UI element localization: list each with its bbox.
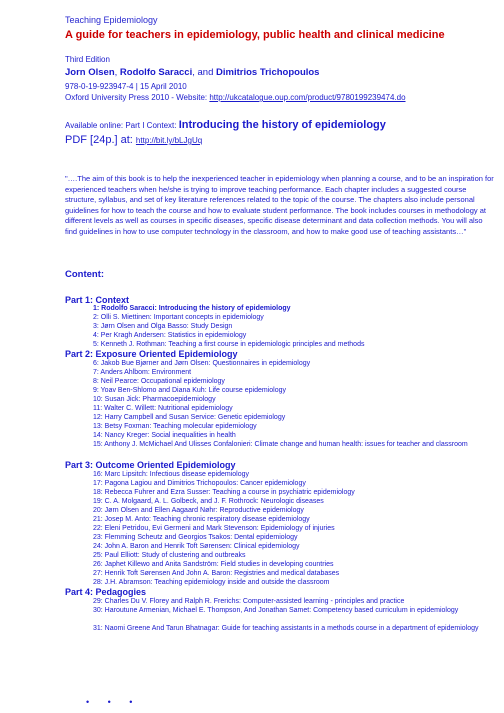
chapter-item: 3: Jørn Olsen and Olga Basso: Study Design <box>93 323 233 330</box>
chapter-item: 28: J.H. Abramson: Teaching epidemiology inside and outside the classroom <box>93 579 330 586</box>
chapter-item: 19: C. A. Molgaard, A. L. Golbeck, and J. F. Rothrock: Neurologic diseases <box>93 498 324 505</box>
chapter-item: 4: Per Kragh Andersen: Statistics in epidemiology <box>93 332 247 339</box>
chapter-item: 12: Harry Campbell and Susan Service: Genetic epidemiology <box>93 414 286 421</box>
chapter-item: 22: Eleni Petridou, Evi Germeni and Mark Stevenson: Epidemiology of injuries <box>93 525 335 532</box>
chapter-item: 25: Paul Elliott: Study of clustering and outbreaks <box>93 552 246 559</box>
online-title: Introducing the history of epidemiology <box>178 119 386 131</box>
chapter-item: 2: Olli S. Miettinen: Important concepts in epidemiology <box>93 314 264 321</box>
part-heading: Part 4: Pedagogies <box>65 587 147 597</box>
author-separator: , <box>114 67 120 78</box>
pdf-prefix: PDF [24p.] at: <box>65 134 136 146</box>
chapter-item: 5: Kenneth J. Rothman: Teaching a first course in epidemiologic principles and methods <box>93 341 365 348</box>
chapter-item: 1: Rodolfo Saracci: Introducing the history of epidemiology <box>93 305 291 312</box>
contents-heading: Content: <box>65 269 105 280</box>
chapter-item: 10: Susan Jick: Pharmacoepidemiology <box>93 396 216 403</box>
chapter-item: 13: Betsy Foxman: Teaching molecular epidemiology <box>93 423 257 430</box>
part-heading: Part 2: Exposure Oriented Epidemiology <box>65 349 238 359</box>
chapter-item: 18: Rebecca Fuhrer and Ezra Susser: Teaching a course in psychiatric epidemiology <box>93 489 355 496</box>
online-prefix: Available online: Part I Context: <box>65 121 179 130</box>
chapter-item: 21: Josep M. Anto: Teaching chronic respiratory disease epidemiology <box>93 516 310 523</box>
author-2: Rodolfo Saracci <box>119 67 193 78</box>
chapter-item: 15: Anthony J. McMichael And Ulisses Confalonieri: Climate change and human health: issues for teacher and classroom <box>93 441 468 448</box>
chapter-item: 9: Yoav Ben-Shlomo and Diana Kuh: Life course epidemiology <box>93 387 287 394</box>
publisher-link[interactable]: http://ukcatalogue.oup.com/product/9780199239474.do <box>209 93 406 102</box>
chapter-item: 17: Pagona Lagiou and Dimitrios Trichopoulos: Cancer epidemiology <box>93 480 306 487</box>
chapter-item: 14: Nancy Kreger: Social inequalities in health <box>93 432 236 439</box>
chapter-item: 29: Charles Du V. Florey and Ralph R. Frerichs: Computer-assisted learning - principles and practice <box>93 598 405 605</box>
series-name: Teaching Epidemiology <box>65 15 158 25</box>
online-availability <box>65 119 386 131</box>
author-separator: , and <box>192 67 217 78</box>
chapter-item: 11: Walter C. Willett: Nutritional epidemiology <box>93 405 233 412</box>
isbn-line: 978-0-19-923947-4 | 15 April 2010 <box>65 82 187 91</box>
chapter-item: 7: Anders Ahlbom: Environment <box>93 369 192 376</box>
book-title: A guide for teachers in epidemiology, public health and clinical medicine <box>65 29 445 41</box>
chapter-item: 23: Flemming Scheutz and Georgios Tsakos: Dental epidemiology <box>93 534 298 541</box>
chapter-item: 20: Jørn Olsen and Ellen Aagaard Nøhr: Reproductive epidemiology <box>93 507 304 514</box>
book-description-quote: "….The aim of this book is to help the inexperienced teacher in epidemiology when planning a course, and to be an inspiration for experienced teachers when he/she is trying to improve teaching performance. Each chapter includes a suggested course structure, syllabus, and set of key literature references related to the topic of the course. The chapters also include personal guidelines for how to teach the course and how to evaluate student performance. The book includes courses in methodology at different levels as well as courses in specific diseases, specific disease determinant and data collection methods. You will also find guidelines in how to use computer technology in the classroom, and how to make good use of teaching assistants…" <box>65 174 494 236</box>
chapter-item: 27: Henrik Toft Sørensen And John A. Baron: Registries and medical databases <box>93 570 340 577</box>
pdf-line <box>65 134 202 146</box>
chapter-item: 8: Neil Pearce: Occupational epidemiology <box>93 378 225 385</box>
pdf-link[interactable]: http://bit.ly/bLJgUq <box>135 136 203 145</box>
authors <box>65 67 319 78</box>
footer-dots: • • • <box>86 697 141 707</box>
chapter-item: 16: Marc Lipsitch: Infectious disease epidemiology <box>93 471 250 478</box>
chapter-item: 30: Haroutune Armenian, Michael E. Thompson, And Jonathan Samet: Competency based curriculum in epidemiology <box>93 607 459 614</box>
author-3: Dimitrios Trichopoulos <box>216 67 320 78</box>
chapter-item: 31: Naomi Greene And Tarun Bhatnagar: Guide for teaching assistants in a methods course in a department of epidemiology <box>93 625 479 632</box>
chapter-item: 6: Jakob Bue Bjørner and Jørn Olsen: Questionnaires in epidemiology <box>93 360 311 367</box>
publisher-text: Oxford University Press 2010 - Website: <box>65 93 210 102</box>
publisher-line <box>65 93 406 102</box>
part-heading: Part 3: Outcome Oriented Epidemiology <box>65 460 236 470</box>
edition: Third Edition <box>65 55 110 64</box>
chapter-item: 24: John A. Baron and Henrik Toft Sørensen: Clinical epidemiology <box>93 543 300 550</box>
chapter-item: 26: Japhet Killewo and Anita Sandström: Field studies in developing countries <box>93 561 334 568</box>
author-1: Jorn Olsen <box>65 67 115 78</box>
part-heading: Part 1: Context <box>65 295 130 305</box>
